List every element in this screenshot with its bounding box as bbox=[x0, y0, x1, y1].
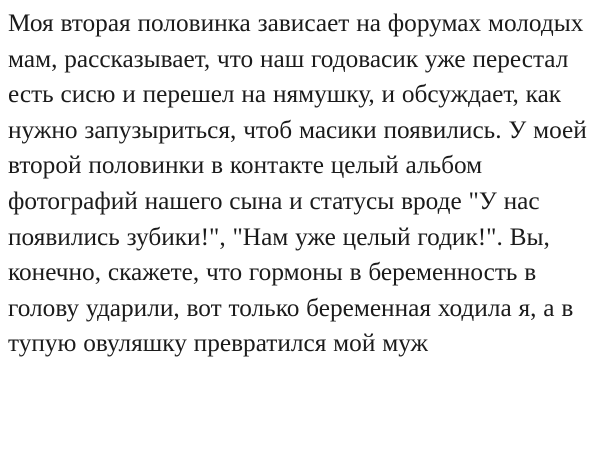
paragraph-text: Моя вторая половинка зависает на форумах молодых мам, рассказывает, что наш годовасик уже перестал есть сисю и перешел на нямушку, и обсуждает, как нужно запузыриться, чтоб масики появились. У моей второй половинки в контакте целый альбом фотографий нашего сына и статусы вроде "У нас появились зубики!", "Нам уже целый годик!". Вы, конечно, скажете, что гормоны в беременность в голову ударили, вот только беременная ходила я, а в тупую овуляшку превратился мой муж bbox=[8, 9, 594, 358]
